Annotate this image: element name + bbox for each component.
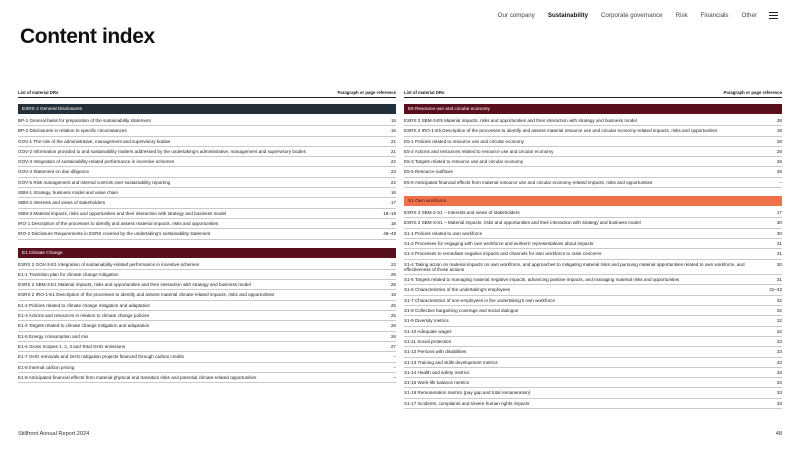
left-header-ref: Paragraph or page reference (337, 90, 396, 95)
disclosure-requirement: E5-3 Targets related to resource use and circular economy (404, 159, 524, 165)
page-reference: 25 (390, 313, 396, 319)
index-row (404, 126, 782, 136)
disclosure-requirement: GOV-3 Integration of sustainability-related performance in incentive schemes (18, 159, 175, 165)
disclosure-requirement: SBM-2 Interests and views of stakeholders (18, 200, 106, 206)
page-reference: 30 (776, 220, 782, 226)
index-row (404, 239, 782, 249)
right-header-drs: List of material DRs (404, 90, 445, 95)
page-reference: 27 (390, 343, 396, 349)
index-row (404, 358, 782, 368)
page-reference: 17 (776, 210, 782, 216)
page-reference: 25 (390, 282, 396, 288)
index-row (404, 147, 782, 157)
page-reference: 21 (390, 148, 396, 154)
page-reference: – (779, 179, 782, 185)
nav-financials[interactable]: Financials (700, 12, 729, 19)
page-reference: 28 (776, 118, 782, 123)
page-reference: 28 (776, 159, 782, 165)
index-row (404, 178, 782, 188)
page-reference: 30 (776, 230, 782, 236)
index-row (18, 126, 396, 136)
disclosure-requirement: S1-10 Adequate wages (404, 328, 452, 334)
index-row (404, 388, 782, 398)
disclosure-requirement: ESRS 2 IRO-1-E1 Description of the processes to identify and assess material climate-related impacts, risks and opportunities (18, 292, 275, 298)
page-reference: 25 (390, 302, 396, 308)
index-row (404, 218, 782, 228)
section-header: ESRS 2 General Disclosures (18, 104, 396, 114)
page-reference: – (393, 374, 396, 380)
page-reference: 26 (390, 323, 396, 329)
disclosure-requirement: S1-3 Processes to remediate negative impacts and channels for own workforce to raise concerns (404, 251, 602, 257)
left-column-header (18, 90, 396, 98)
page-reference: 31 (776, 240, 782, 246)
index-row (18, 178, 396, 188)
disclosure-requirement: S1-1 Policies related to own workforce (404, 230, 483, 236)
index-row (18, 352, 396, 362)
disclosure-requirement: ESRS 2 SBM-3-E1 Material impacts, risks and opportunities and their interaction with strategy and business model (18, 282, 251, 288)
disclosure-requirement: S1-2 Processes for engaging with own workforce and workers' representatives about impacts (404, 240, 594, 246)
section-header: S1 Own workforce (404, 196, 782, 206)
page-reference: 22 (390, 261, 396, 267)
right-index-body (404, 104, 782, 409)
index-row (404, 296, 782, 306)
disclosure-requirement: E1-6 Gross Scopes 1, 2, 3 and Total GHG emissions (18, 343, 126, 349)
index-row (404, 208, 782, 218)
report-footer-title: Stillfront Annual Report 2024 (18, 431, 90, 437)
left-index-column (18, 90, 396, 383)
page-reference: 31 (776, 251, 782, 257)
page-reference: 25 (390, 271, 396, 277)
page-reference: 32 (776, 297, 782, 303)
index-row (404, 137, 782, 147)
nav-our-company[interactable]: Our company (497, 12, 535, 19)
page-reference: 32 (776, 328, 782, 334)
index-row (18, 229, 396, 239)
index-row (404, 249, 782, 259)
disclosure-requirement: S1-7 Characteristics of non-employees in the undertaking's own workforce (404, 297, 556, 303)
index-row (18, 147, 396, 157)
index-row (404, 316, 782, 326)
index-row (18, 301, 396, 311)
index-row (18, 280, 396, 290)
disclosure-requirement: S1-17 Incidents, complaints and severe human rights impacts (404, 400, 530, 406)
disclosure-requirement: E1-9 Anticipated financial effects from material physical and transition risks and potential climate-related opportunities (18, 374, 257, 380)
page-reference: 33 (776, 369, 782, 375)
page-number: 48 (775, 431, 782, 437)
disclosure-requirement: ESRS 2 SBM-2-S1 – Interests and views of stakeholders (404, 210, 520, 216)
index-row (404, 116, 782, 126)
index-row (18, 373, 396, 383)
disclosure-requirement: GOV-5 Risk management and internal controls over sustainability reporting (18, 179, 171, 185)
index-row (18, 116, 396, 126)
index-row (404, 337, 782, 347)
disclosure-requirement: E5-6 Anticipated financial effects from material resource use and circular economy-related impacts, risks and opportunities (404, 179, 653, 185)
disclosure-requirement: S1-8 Collective bargaining coverage and social dialogue (404, 308, 519, 314)
index-row (404, 229, 782, 239)
index-row (404, 327, 782, 337)
disclosure-requirement: GOV-2 Information provided to and sustainability matters addressed by the undertaking's administrative, management and supervisory bodies (18, 148, 306, 154)
disclosure-requirement: E5-5 Resource outflows (404, 169, 453, 175)
disclosure-requirement: S1-13 Training and skills development metrics (404, 359, 498, 365)
page-reference: 18 (390, 292, 396, 298)
hamburger-menu-icon[interactable] (769, 12, 778, 19)
page-reference: 33 (776, 390, 782, 396)
right-index-column (404, 90, 782, 409)
nav-corporate-governance[interactable]: Corporate governance (601, 12, 663, 19)
disclosure-requirement: S1-12 Persons with disabilities (404, 349, 467, 355)
disclosure-requirement: SBM-1 Strategy, business model and value chain (18, 190, 119, 196)
page-reference: 33 (776, 338, 782, 344)
disclosure-requirement: GOV-1 The role of the administrative, management and supervisory bodies (18, 138, 171, 144)
left-index-body (18, 104, 396, 383)
page-reference: – (393, 364, 396, 370)
disclosure-requirement: E5-2 Actions and resources related to resource use and circular economy (404, 148, 554, 154)
index-row (18, 363, 396, 373)
disclosure-requirement: S1-6 Characteristics of the undertaking's employees (404, 287, 511, 293)
page-reference: 28 (776, 138, 782, 144)
page-reference: 31 (776, 277, 782, 283)
disclosure-requirement: BP-2 Disclosures in relation to specific circumstances (18, 128, 127, 134)
nav-sustainability[interactable]: Sustainability (547, 12, 589, 19)
index-row (18, 219, 396, 229)
disclosure-requirement: ESRS 2 IRO-1-E5 Description of the processes to identify and assess material resource use and circular economy-related impacts, risks and opportunities (404, 128, 718, 134)
disclosure-requirement: S1-5 Targets related to managing material negative impacts, advancing positive impacts, and managing material risks and opportunities (404, 277, 680, 283)
section-gap (18, 240, 396, 245)
disclosure-requirement: S1-4 Taking action on material impacts on own workforce, and approaches to mitigating material risks and pursuing material opportunities related to own workforce, and effectiveness of those actions (404, 261, 745, 272)
page-reference: 22 (390, 179, 396, 185)
page-reference: 31–32 (769, 287, 782, 293)
index-row (18, 311, 396, 321)
page-reference: 17 (390, 200, 396, 206)
disclosure-requirement: E1-8 Internal carbon pricing (18, 364, 75, 370)
disclosure-requirement: E5-1 Policies related to resource use and circular economy (404, 138, 525, 144)
disclosure-requirement: SBM-3 Material impacts, risks and opportunities and their interaction with strategy and business model (18, 210, 227, 216)
index-row (18, 342, 396, 352)
index-row (404, 306, 782, 316)
index-row (404, 378, 782, 388)
page-reference: 18–19 (383, 210, 396, 216)
disclosure-requirement: E1-4 Targets related to climate change mitigation and adaptation (18, 323, 150, 329)
index-row (18, 157, 396, 167)
disclosure-requirement: E1-5 Energy consumption and mix (18, 333, 89, 339)
disclosure-requirement: ESRS 2 GOV-3-E1 Integration of sustainability-related performance in incentive schemes (18, 261, 200, 267)
page-reference: 32 (776, 318, 782, 324)
index-row (18, 270, 396, 280)
disclosure-requirement: S1-11 Social protection (404, 338, 452, 344)
section-header: E5 Resource use and circular economy (404, 104, 782, 114)
page-reference: – (393, 354, 396, 360)
page-reference: 15 (390, 118, 396, 123)
index-row (18, 332, 396, 342)
page-reference: 28 (776, 148, 782, 154)
page-reference: 21 (390, 138, 396, 144)
disclosure-requirement: IRO-1 Description of the processes to identify and assess material impacts, risks and opportunities (18, 220, 219, 226)
page-reference: 22 (390, 169, 396, 175)
page-reference: 33 (776, 349, 782, 355)
disclosure-requirement: IRO-2 Disclosure Requirements in ESRS covered by the undertaking's sustainability statement (18, 231, 211, 237)
page-reference: 16 (390, 190, 396, 196)
nav-other[interactable]: Other (741, 12, 757, 19)
page-reference: 22 (390, 159, 396, 165)
disclosure-requirement: GOV-4 Statement on due diligence (18, 169, 89, 175)
disclosure-requirement: ESRS 2 SBM-3-S1 – Material impacts, risks and opportunities and their interaction with strategy and business model (404, 220, 641, 226)
disclosure-requirement: E1-7 GHG removals and GHG mitigation projects financed through carbon credits (18, 354, 184, 360)
section-gap (404, 188, 782, 193)
index-row (18, 167, 396, 177)
index-row (404, 347, 782, 357)
index-row (404, 285, 782, 295)
page-reference: 26 (390, 333, 396, 339)
top-nav (485, 12, 778, 19)
disclosure-requirement: E1-1 Transition plan for climate change mitigation (18, 271, 119, 277)
page-reference: 30 (776, 261, 782, 267)
disclosure-requirement: ESRS 2 SBM-3-E5 Material impacts, risks and opportunities and their interaction with strategy and business model (404, 118, 637, 123)
index-row (18, 137, 396, 147)
index-row (18, 260, 396, 270)
page-reference: 15 (390, 128, 396, 134)
index-row (18, 321, 396, 331)
disclosure-requirement: S1-15 Work-life balance metrics (404, 380, 470, 386)
page-title: Content index (20, 25, 155, 48)
disclosure-requirement: BP-1 General basis for preparation of the sustainability statement (18, 118, 151, 123)
index-row (404, 368, 782, 378)
index-row (18, 188, 396, 198)
disclosure-requirement: E1-2 Policies related to climate change mitigation and adaptation (18, 302, 151, 308)
page-reference: 32 (776, 308, 782, 314)
disclosure-requirement: E1-3 Actions and resources in relation to climate change policies (18, 313, 150, 319)
nav-risk[interactable]: Risk (675, 12, 688, 19)
page-reference: 18 (776, 128, 782, 134)
page-reference: 33 (776, 380, 782, 386)
page-reference: 28 (776, 169, 782, 175)
index-row (404, 260, 782, 276)
disclosure-requirement: S1-9 Diversity metrics (404, 318, 449, 324)
section-header: E1 Climate Change (18, 248, 396, 258)
index-row (404, 399, 782, 409)
disclosure-requirement: S1-14 Health and safety metrics (404, 369, 470, 375)
index-row (18, 198, 396, 208)
page-reference: 33 (776, 359, 782, 365)
index-row (18, 209, 396, 219)
page-reference: 18 (390, 220, 396, 226)
left-header-drs: List of material DRs (18, 90, 59, 95)
index-row (18, 290, 396, 300)
right-column-header (404, 90, 782, 98)
index-row (404, 167, 782, 177)
page-reference: 33 (776, 400, 782, 406)
index-row (404, 157, 782, 167)
index-row (404, 275, 782, 285)
page-reference: 48–49 (383, 231, 396, 237)
disclosure-requirement: S1-16 Remuneration metrics (pay gap and total remuneration) (404, 390, 531, 396)
right-header-ref: Paragraph or page reference (723, 90, 782, 95)
